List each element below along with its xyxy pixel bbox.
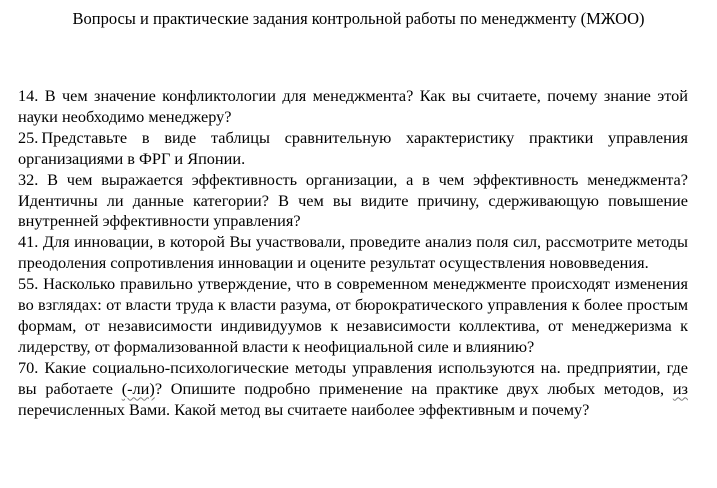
question-number: 14 .	[18, 86, 45, 105]
spellcheck-flag: из	[672, 378, 688, 398]
question-70	[18, 358, 688, 421]
question-number: 32 .	[18, 170, 47, 189]
question-14	[18, 86, 688, 128]
question-text: Какие социально-психологические методы управления используются на. предприятии, где вы работаете	[18, 357, 688, 398]
question-25	[18, 128, 688, 170]
document-title: Вопросы и практические задания контрольной работы по менеджменту (МЖОО)	[72, 9, 645, 28]
question-41	[18, 232, 688, 274]
question-list	[18, 86, 688, 421]
question-number: 70 .	[18, 358, 44, 377]
question-text: Для инновации, в которой Вы участвовали, проведите анализ поля сил, рассмотрите методы преодоления сопротивления инновации и оцените результат осуществления нововведения.	[18, 232, 689, 273]
question-text: В чем выражается эффективность организации, а в чем эффективность менеджмента? Идентичны ли данные категории? В чем вы видите причину, сдерживающую повышение внутренней эффективности управления?	[18, 169, 688, 231]
question-text: перечисленных Вами. Какой метод вы считаете наиболее эффективным и почему?	[18, 399, 590, 419]
question-text: Представьте в виде таблицы сравнительную характеристику практики управления организациями в ФРГ и Японии.	[18, 127, 688, 168]
question-number: 41 .	[18, 232, 43, 251]
spellcheck-flag: (-ли)	[121, 378, 155, 398]
question-text: В чем значение конфликтологии для менеджмента? Как вы считаете, почему знание этой науки необходимо менеджеру?	[18, 86, 688, 126]
question-number: 25 .	[18, 128, 41, 147]
question-55	[18, 274, 688, 358]
question-number: 55 .	[18, 274, 43, 293]
question-text: ? Опишите подробно применение на практике двух любых методов,	[154, 378, 665, 398]
question-text: Насколько правильно утверждение, что в современном менеджменте происходят изменения во взглядах: от власти труда к власти разума, от бюрократического управления к более простым формам, от независимости индивидуумов к независимости коллектива, от менеджеризма к лидерству, от формализованной власти к неофициальной силе и влиянию?	[18, 274, 689, 356]
question-32	[18, 170, 688, 233]
